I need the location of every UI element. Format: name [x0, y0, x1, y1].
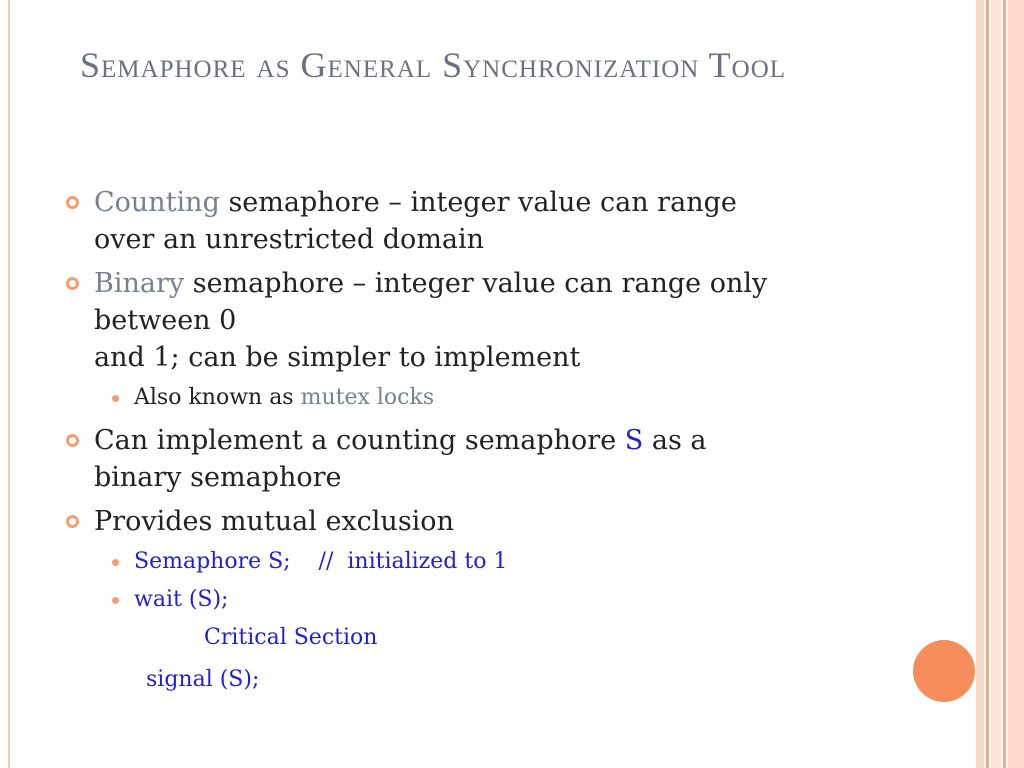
slide-title: Semaphore as General Synchronization Tool	[80, 45, 787, 85]
code-text: wait (S);	[134, 587, 229, 612]
bullet-counting	[60, 184, 890, 258]
ring-bullet-icon	[66, 515, 79, 528]
sub-bullet-mutex	[60, 383, 890, 413]
sub-bullet-code-wait	[60, 585, 890, 615]
dot-bullet-icon	[112, 559, 119, 566]
slide-content	[60, 184, 890, 695]
right-stripe	[1003, 0, 1006, 768]
code-signal: signal (S);	[146, 667, 260, 692]
decorative-circle	[913, 640, 975, 702]
bullet-counting-as-binary	[60, 422, 890, 496]
sub-bullet-text: Also known as	[134, 385, 301, 410]
bullet-text: binary semaphore	[94, 462, 342, 493]
code-critical-section: Critical Section	[204, 625, 378, 650]
bullet-text: Provides mutual exclusion	[94, 506, 454, 537]
sub-bullet-code-decl	[60, 547, 890, 577]
left-border-line	[8, 0, 10, 768]
bullet-text: Can implement a counting semaphore	[94, 425, 625, 456]
bullet-mutual-exclusion	[60, 503, 890, 540]
bullet-text: over an unrestricted domain	[94, 224, 485, 255]
right-stripe	[976, 0, 984, 768]
bullet-text: semaphore – integer value can range only	[184, 268, 768, 299]
dot-bullet-icon	[112, 395, 119, 402]
ring-bullet-icon	[66, 434, 79, 447]
bullet-text: as a	[643, 425, 707, 456]
bullet-highlight: Binary	[94, 268, 185, 299]
bullet-binary	[60, 265, 890, 376]
right-stripe	[986, 0, 989, 768]
sub-bullet-highlight: mutex locks	[300, 385, 435, 410]
bullet-highlight: Counting	[94, 187, 220, 218]
bullet-text: between 0	[94, 305, 237, 336]
bullet-highlight: S	[624, 425, 644, 456]
code-text: Semaphore S; // initialized to 1	[134, 549, 508, 574]
ring-bullet-icon	[66, 196, 79, 209]
ring-bullet-icon	[66, 277, 79, 290]
right-stripe	[991, 0, 1001, 768]
bullet-text: and 1; can be simpler to implement	[94, 342, 581, 373]
bullet-text: semaphore – integer value can range	[219, 187, 737, 218]
right-stripe	[1008, 0, 1024, 768]
dot-bullet-icon	[112, 597, 119, 604]
